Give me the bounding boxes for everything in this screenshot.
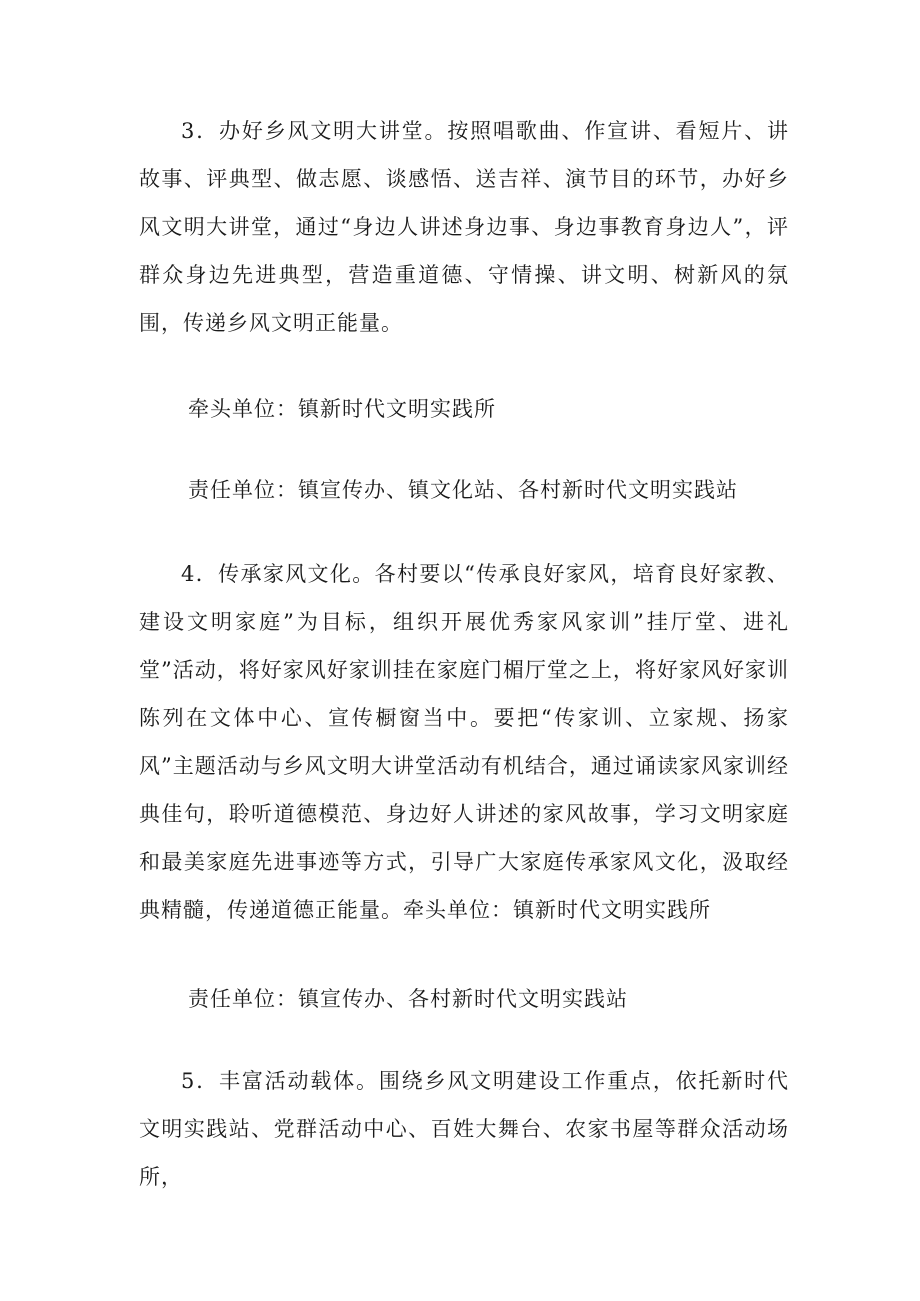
lead-unit-item-3: 牵头单位：镇新时代文明实践所 [188, 397, 496, 421]
responsible-unit-item-3: 责任单位：镇宣传办、镇文化站、各村新时代文明实践站 [188, 478, 738, 502]
paragraph-item-4: 4．传承家风文化。各村要以“传承良好家风，培育良好家教、建设文明家庭”为目标，组织开展优秀家风家训”挂厅堂、进礼堂”活动，将好家风好家训挂在家庭门楣厅堂之上，将好家风好家训陈列在文体中心、宣传橱窗当中。要把“传家训、立家规、扬家风”主题活动与乡风文明大讲堂活动有机结合，通过诵读家风家训经典佳句，聆听道德模范、身边好人讲述的家风故事，学习文明家庭和最美家庭先进事迹等方式，引导广大家庭传承家风文化，汲取经典精髓，传递道德正能量。牵头单位：镇新时代文明实践所 [139, 562, 789, 922]
paragraph-item-3: 3．办好乡风文明大讲堂。按照唱歌曲、作宣讲、看短片、讲故事、评典型、做志愿、谈感悟、送吉祥、演节目的环节，办好乡风文明大讲堂，通过“身边人讲述身边事、身边事教育身边人”，评群众身边先进典型，营造重道德、守情操、讲文明、树新风的氛围，传递乡风文明正能量。 [139, 119, 789, 335]
paragraph-item-5: 5．丰富活动载体。围绕乡风文明建设工作重点，依托新时代文明实践站、党群活动中心、百姓大舞台、农家书屋等群众活动场所， [139, 1069, 789, 1189]
responsible-unit-item-4: 责任单位：镇宣传办、各村新时代文明实践站 [188, 987, 628, 1011]
